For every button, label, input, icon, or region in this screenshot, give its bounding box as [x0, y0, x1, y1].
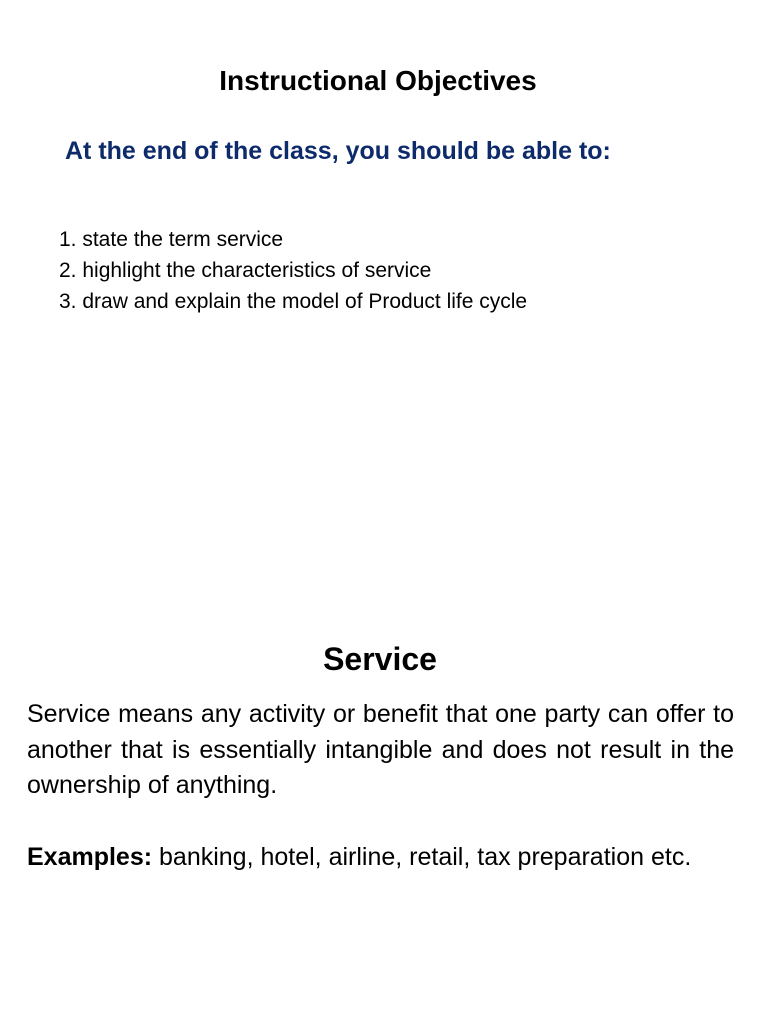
objective-item: 3. draw and explain the model of Product life cycle — [59, 290, 528, 313]
objectives-list — [59, 224, 527, 317]
service-definition: Service means any activity or benefit that one party can offer to another that is essentially intangible and does not result in the ownership of anything. — [27, 700, 734, 799]
service-examples — [27, 840, 734, 876]
slide-subtitle: At the end of the class, you should be able to: — [65, 137, 611, 165]
service-slide — [0, 512, 768, 1024]
slide-title: Instructional Objectives — [219, 64, 537, 96]
slide-title: Service — [323, 640, 437, 677]
objective-item: 1. state the term service — [59, 228, 284, 251]
objective-item: 2. highlight the characteristics of service — [59, 259, 432, 282]
examples-label: Examples: — [27, 843, 153, 871]
examples-text: banking, hotel, airline, retail, tax preparation etc. — [152, 843, 692, 871]
